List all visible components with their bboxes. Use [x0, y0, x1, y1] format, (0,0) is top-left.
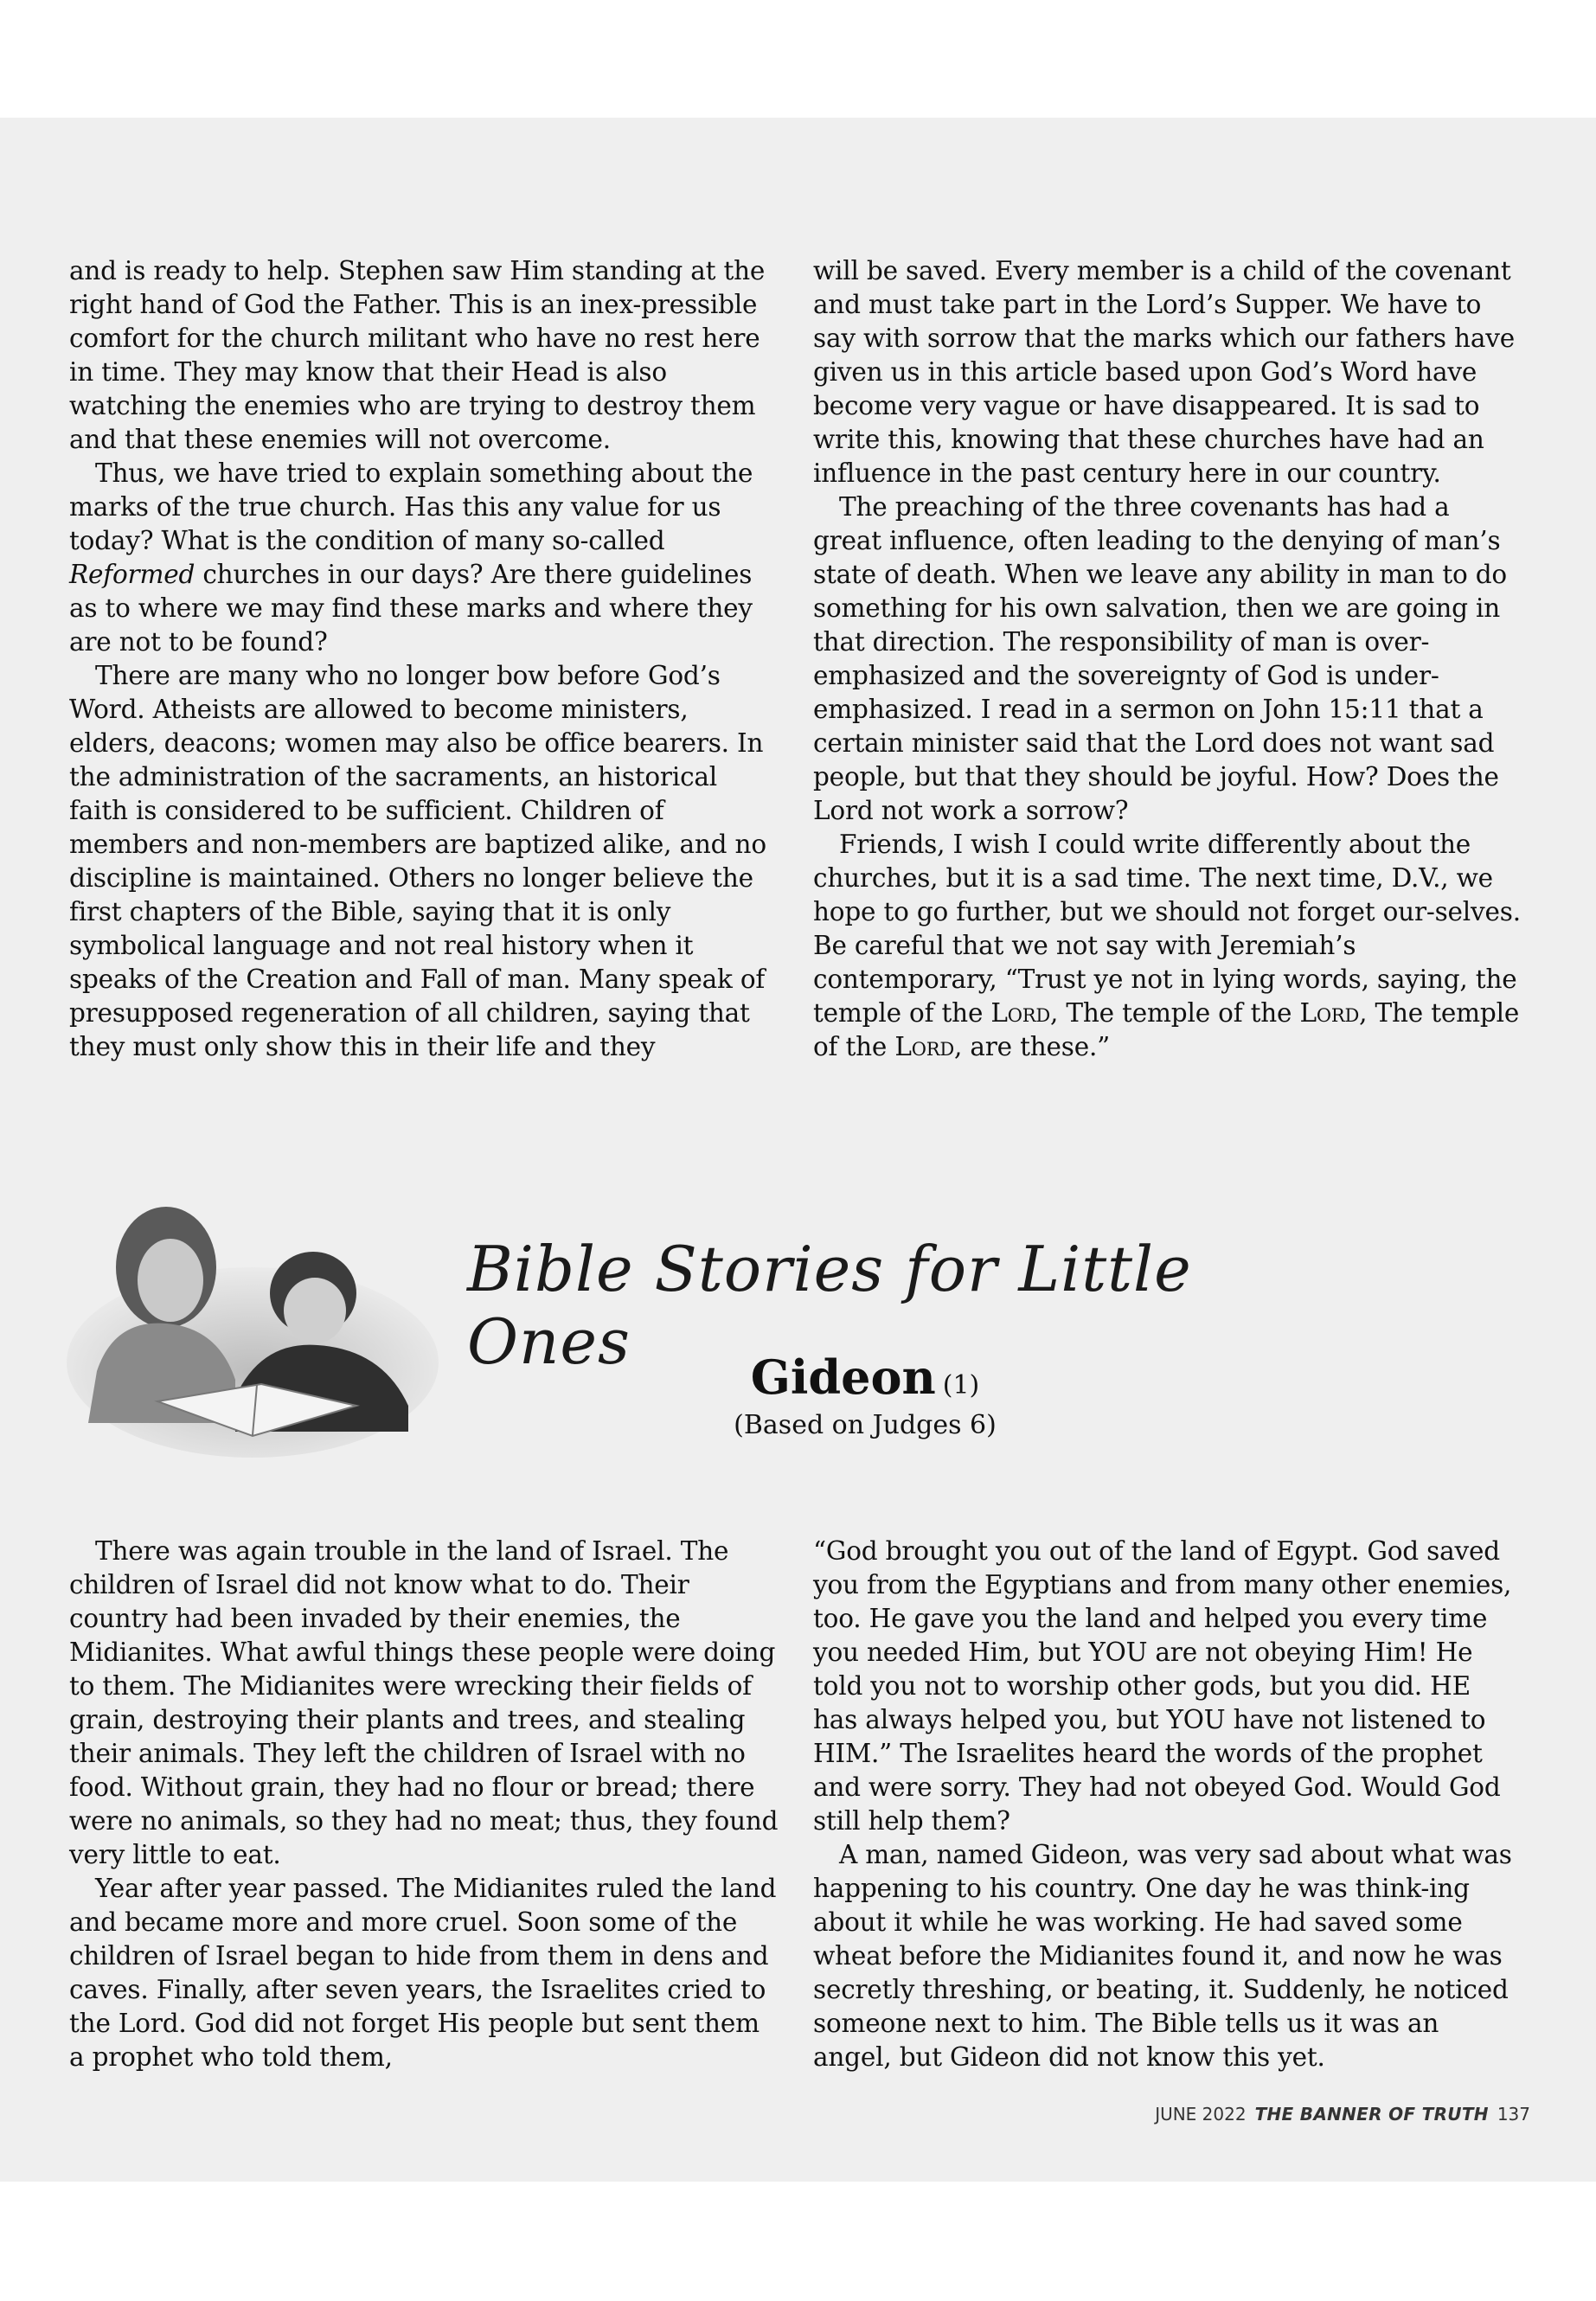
- page-footer: [1155, 2104, 1530, 2125]
- footer-date: JUNE 2022: [1155, 2104, 1247, 2125]
- story-column-right: [813, 1535, 1522, 2074]
- paragraph: There are many who no longer bow before God’s Word. Atheists are allowed to become ministers, elders, deacons; women may also be office bearers. In the administration of the sacraments, an historical faith is considered to be sufficient. Children of members and non-members are baptized alike, and no discipline is maintained. Others no longer believe the first chapters of the Bible, saying that it is only symbolical language and not real history when it speaks of the Creation and Fall of man. Many speak of presupposed regeneration of all children, saying that they must only show this in their life and they: [69, 661, 766, 1061]
- paragraph: The preaching of the three covenants has had a great influence, often leading to the denying of man’s state of death. When we leave any ability in man to do something for his own salvation, then we are going in that direction. The responsibility of man is over-emphasized and the sovereignty of God is under-emphasized. I read in a sermon on John 15:11 that a certain minister said that the Lord does not want sad people, but that they should be joyful. How? Does the Lord not work a sorrow?: [813, 492, 1507, 825]
- children-reading-photo: [62, 1198, 443, 1458]
- article-column-top-right: [813, 254, 1522, 1064]
- story-subtitle: (Based on Judges 6): [734, 1410, 997, 1440]
- footer-magazine: THE BANNER OF TRUTH: [1254, 2104, 1489, 2125]
- paragraph: A man, named Gideon, was very sad about what was happening to his country. One day he was think-ing about it while he was working. He had saved some wheat before the Midianites found it, and now he was secretly threshing, or beating, it. Suddenly, he noticed someone next to him. The Bible tells us it was an angel, but Gideon did not know this yet.: [813, 1840, 1512, 2072]
- page-number: 137: [1497, 2104, 1530, 2125]
- article-column-top-left: [69, 254, 779, 1064]
- paragraph: Year after year passed. The Midianites ruled the land and became more and more cruel. Soon some of the children of Israel began to hide from them in dens and caves. Finally, after seven years, the Israelites cried to the Lord. God did not forget His people but sent them a prophet who told them,: [69, 1874, 777, 2072]
- section-title: Bible Stories for Little Ones: [467, 1233, 1192, 1378]
- story-title: [606, 1349, 1125, 1405]
- paragraph: There was again trouble in the land of Israel. The children of Israel did not know what to do. Their country had been invaded by their enemies, the Midianites. What awful things these people were doing to them. The Midianites were wrecking their fields of grain, destroying their plants and trees, and stealing their animals. They left the children of Israel with no food. Without grain, they had no flour or bread; there were no animals, so they had no meat; thus, they found very little to eat.: [69, 1536, 779, 1869]
- paragraph: “God brought you out of the land of Egypt. God saved you from the Egyptians and from many other enemies, too. He gave you the land and helped you every time you needed Him, but YOU are not obeying Him! He told you not to worship other gods, but you did. HE has always helped you, but YOU have not listened to HIM.” The Israelites heard the words of the prophet and were sorry. They had not obeyed God. Would God still help them?: [813, 1536, 1512, 1836]
- paragraph: Friends, I wish I could write differently about the churches, but it is a sad time. The next time, D.V., we hope to go further, but we should not forget our-selves. Be careful that we not say with Jeremiah’s contemporary, “Trust ye not in lying words, saying, the temple of the Lord, The temple of the Lord, The temple of the Lord, are these.”: [813, 830, 1521, 1061]
- paragraph: Thus, we have tried to explain something about the marks of the true church. Has this any value for us today? What is the condition of many so-called Reformed churches in our days? Are there guidelines as to where we may find these marks and where they are not to be found?: [69, 458, 753, 657]
- story-column-left: [69, 1535, 779, 2074]
- paragraph: and is ready to help. Stephen saw Him standing at the right hand of God the Father. This is an inex-pressible comfort for the church militant who have no rest here in time. They may know that their Head is also watching the enemies who are trying to destroy them and that these enemies will not overcome.: [69, 256, 766, 454]
- paragraph: will be saved. Every member is a child of the covenant and must take part in the Lord’s Supper. We have to say with sorrow that the marks which our fathers have given us in this article based upon God’s Word have become very vague or have disappeared. It is sad to write this, knowing that these churches have had an influence in the past century here in our country.: [813, 256, 1515, 488]
- emphasis-reformed: Reformed: [69, 560, 195, 589]
- story-name: Gideon: [750, 1349, 936, 1405]
- story-number: (1): [942, 1370, 980, 1400]
